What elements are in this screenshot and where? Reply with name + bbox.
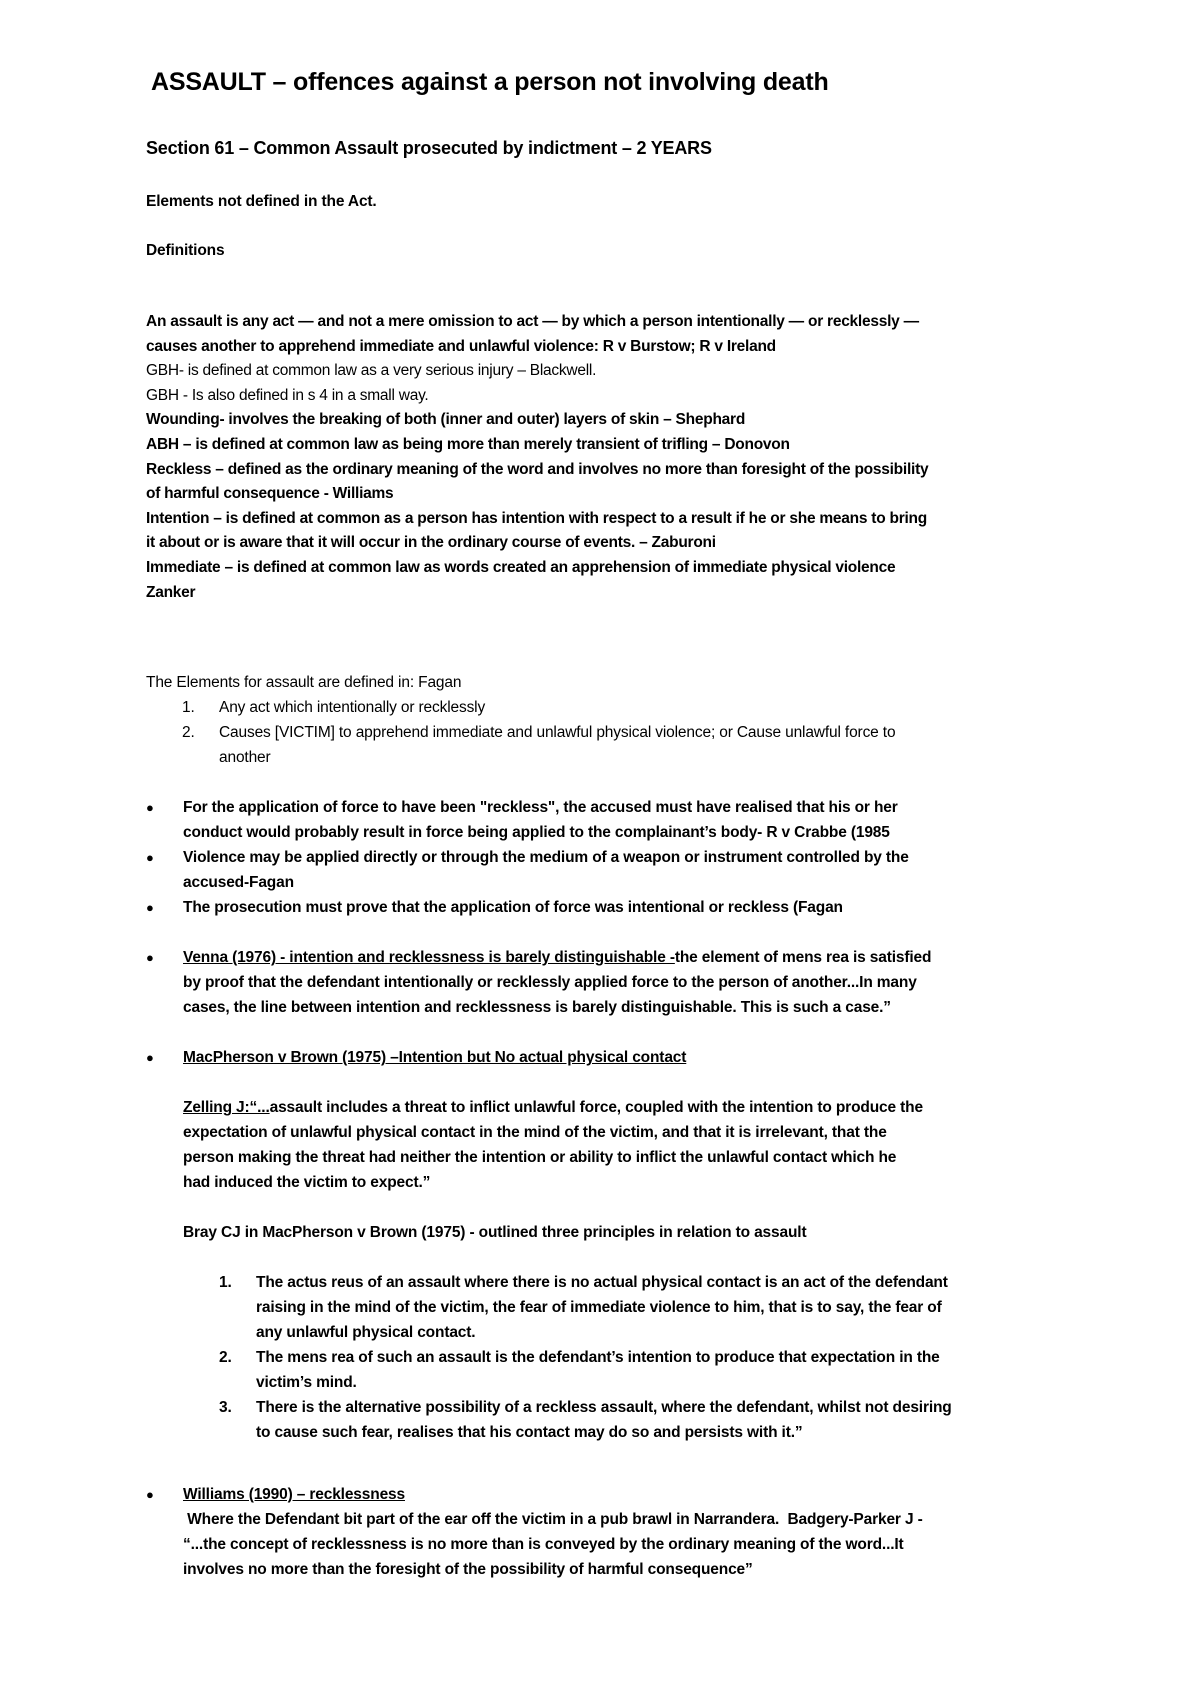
def-reckless-2: of harmful consequence - Williams [146, 485, 394, 503]
venna-bullet: ● Venna (1976) - intention and recklessness is barely distinguishable -the element of mens rea is satisfied by proof that the defendant intentionally or recklessly applied force to the person of another...In many cases, the line between intention and recklessness is barely distinguishable. This is such a case.” [146, 945, 1086, 1020]
bullet-item-reckless: ● For the application of force to have been "reckless", the accused must have realised that his or her conduct would probably result in force being applied to the complainant’s body- R v Crabbe (1985 [146, 795, 1086, 845]
def-assault-1: An assault is any act — and not a mere omission to act — by which a person intentionally — or recklessly — [146, 313, 919, 330]
item-number: 1. [219, 1274, 232, 1291]
page-title: ASSAULT – offences against a person not involving death [151, 68, 829, 96]
principle-item-2: 2. The mens rea of such an assault is the defendant’s intention to produce that expectation in the victim’s mind. [219, 1345, 1099, 1395]
item-number: 3. [219, 1399, 232, 1416]
def-intention-1: Intention – is defined at common as a person has intention with respect to a result if he or she means to bring [146, 509, 927, 527]
item-number: 2. [182, 724, 195, 741]
def-assault-2: causes another to apprehend immediate and unlawful violence: R v Burstow; R v Ireland [146, 337, 776, 355]
section-heading: Section 61 – Common Assault prosecuted by indictment – 2 YEARS [146, 138, 712, 158]
bullet-item-violence: ● Violence may be applied directly or through the medium of a weapon or instrument controlled by the accused-Fagan [146, 845, 1086, 895]
bullet-icon: ● [146, 1050, 154, 1065]
bullet-icon: ● [146, 800, 154, 815]
zelling-label: Zelling J:“... [183, 1099, 270, 1116]
bullet-icon: ● [146, 1487, 154, 1502]
bullet-icon: ● [146, 900, 154, 915]
elements-intro: The Elements for assault are defined in: Fagan [146, 674, 462, 691]
def-intention-2: it about or is aware that it will occur in the ordinary course of events. – Zaburoni [146, 534, 716, 552]
principle-item-3: 3. There is the alternative possibility of a reckless assault, where the defendant, whilst not desiring to cause such fear, realises that his contact may do so and persists with it.” [219, 1395, 1099, 1445]
williams-bullet: ● Williams (1990) – recklessness Where the Defendant bit part of the ear off the victim in a pub brawl in Narrandera. Badgery-Parker J - “...the concept of recklessness is no more than is conveyed by the ordinary meaning of the word...It involves no more than the foresight of the possibility of harmful consequence” [146, 1482, 1086, 1582]
def-abh: ABH – is defined at common law as being more than merely transient of trifling – Donovon [146, 435, 790, 453]
def-reckless-1: Reckless – defined as the ordinary meaning of the word and involves no more than foresight of the possibility [146, 460, 929, 478]
item-number: 1. [182, 699, 195, 716]
macpherson-heading: MacPherson v Brown (1975) –Intention but No actual physical contact [183, 1049, 687, 1066]
elements-list [182, 695, 1082, 770]
elements-item-1: 1. Any act which intentionally or recklessly [182, 695, 1082, 720]
bray-principles-list [219, 1270, 1099, 1445]
definitions-label: Definitions [146, 242, 225, 259]
macpherson-bullet [146, 1045, 1086, 1070]
bullet-item-prosecution: ● The prosecution must prove that the application of force was intentional or reckless (Fagan [146, 895, 1086, 920]
bullet-icon: ● [146, 850, 154, 865]
def-immediate-2: Zanker [146, 583, 196, 601]
def-gbh-2: GBH - Is also defined in s 4 in a small way. [146, 386, 429, 404]
definitions-block [146, 310, 1076, 605]
elements-note: Elements not defined in the Act. [146, 193, 377, 210]
bullets-group-1 [146, 795, 1086, 920]
def-wounding: Wounding- involves the breaking of both (inner and outer) layers of skin – Shephard [146, 411, 746, 429]
zelling-quote: Zelling J:“...assault includes a threat to inflict unlawful force, coupled with the intention to produce the expectation of unlawful physical contact in the mind of the victim, and that it is irrelevant, that the person making the threat had neither the intention or ability to inflict the unlawful contact which he had induced the victim to expect.” [183, 1099, 923, 1191]
def-gbh-1: GBH- is defined at common law as a very serious injury – Blackwell. [146, 362, 597, 380]
elements-item-2: 2. Causes [VICTIM] to apprehend immediate and unlawful physical violence; or Cause unlawful force to another [182, 720, 1082, 770]
bray-intro: Bray CJ in MacPherson v Brown (1975) - outlined three principles in relation to assault [183, 1224, 807, 1241]
bullet-icon: ● [146, 950, 154, 965]
principle-item-1: 1. The actus reus of an assault where there is no actual physical contact is an act of the defendant raising in the mind of the victim, the fear of immediate violence to him, that is to say, the fear of any unlawful physical contact. [219, 1270, 1099, 1345]
williams-heading: Williams (1990) – recklessness [183, 1486, 405, 1503]
def-immediate-1: Immediate – is defined at common law as words created an apprehension of immediate physical violence [146, 558, 896, 576]
item-number: 2. [219, 1349, 232, 1366]
venna-heading: Venna (1976) - intention and recklessness is barely distinguishable - [183, 949, 675, 966]
